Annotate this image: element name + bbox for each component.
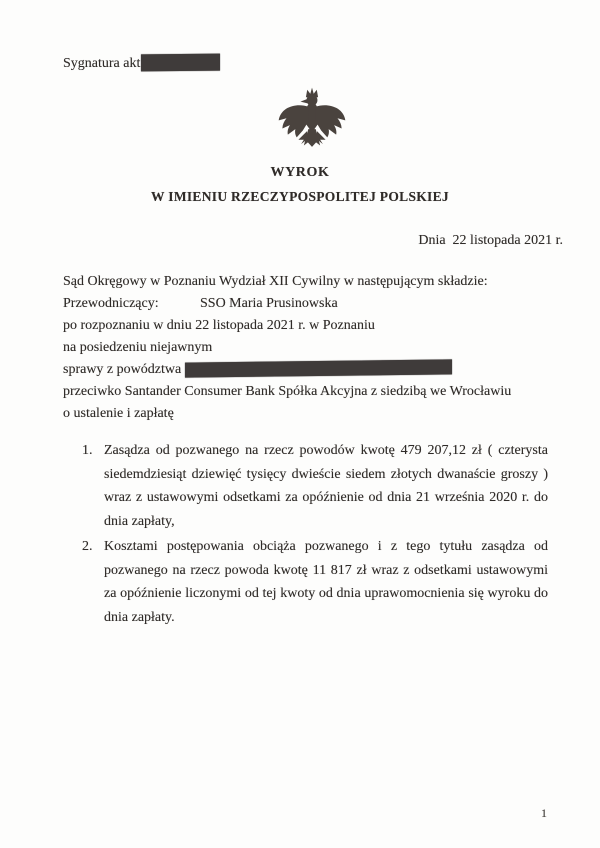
- ruling-number: 1.: [82, 443, 93, 458]
- redaction-box-signature: [141, 54, 220, 72]
- polish-eagle-emblem-icon: [278, 85, 346, 157]
- presiding-judge-line: [63, 293, 560, 315]
- page-number: 1: [541, 806, 547, 820]
- ruling-text: Zasądza od pozwanego na rzecz powodów kwotę 479 207,12 zł ( czterysta siedemdziesiąt dziewięć tysięcy dwieście siedem złotych dwanaście groszy ) wraz z ustawowymi odsetkami za opóźnienie od dnia 21 września 2020 r. do dnia zapłaty,: [104, 443, 548, 529]
- rulings-list: [82, 439, 548, 631]
- court-composition-line: Sąd Okręgowy w Poznaniu Wydział XII Cywilny w następującym składzie:: [63, 274, 488, 289]
- case-intro-block: [63, 271, 560, 425]
- case-signature-row: [63, 54, 220, 72]
- judge-name: SSO Maria Prusinowska: [200, 296, 338, 311]
- plaintiff-line: [63, 359, 560, 381]
- document-subtitle: W IMIENIU RZECZYPOSPOLITEJ POLSKIEJ: [151, 189, 449, 204]
- case-subject-line: o ustalenie i zapłatę: [63, 406, 174, 421]
- ruling-item: [82, 439, 548, 533]
- plaintiff-label: sprawy z powództwa: [63, 362, 182, 377]
- defendant-line: przeciwko Santander Consumer Bank Spółka Akcyjna z siedzibą we Wrocławiu: [63, 384, 512, 399]
- session-type-line: na posiedzeniu niejawnym: [63, 340, 213, 355]
- judgment-date: Dnia 22 listopada 2021 r.: [418, 233, 563, 248]
- document-title: WYROK: [270, 165, 330, 180]
- ruling-number: 2.: [82, 539, 93, 554]
- signature-label: Sygnatura akt: [63, 56, 141, 71]
- ruling-text: Kosztami postępowania obciąża pozwanego i z tego tytułu zasądza od pozwanego na rzecz powoda kwotę 11 817 zł wraz z odsetkami ustawowymi za opóźnienie liczonymi od tej kwoty od dnia uprawomocnienia się wyroku do dnia zapłaty.: [104, 539, 548, 625]
- redaction-box-plaintiff: [185, 359, 452, 377]
- ruling-item: [82, 535, 548, 629]
- hearing-date-line: po rozpoznaniu w dniu 22 listopada 2021 r. w Poznaniu: [63, 318, 375, 333]
- judge-role-label: Przewodniczący:: [63, 296, 159, 311]
